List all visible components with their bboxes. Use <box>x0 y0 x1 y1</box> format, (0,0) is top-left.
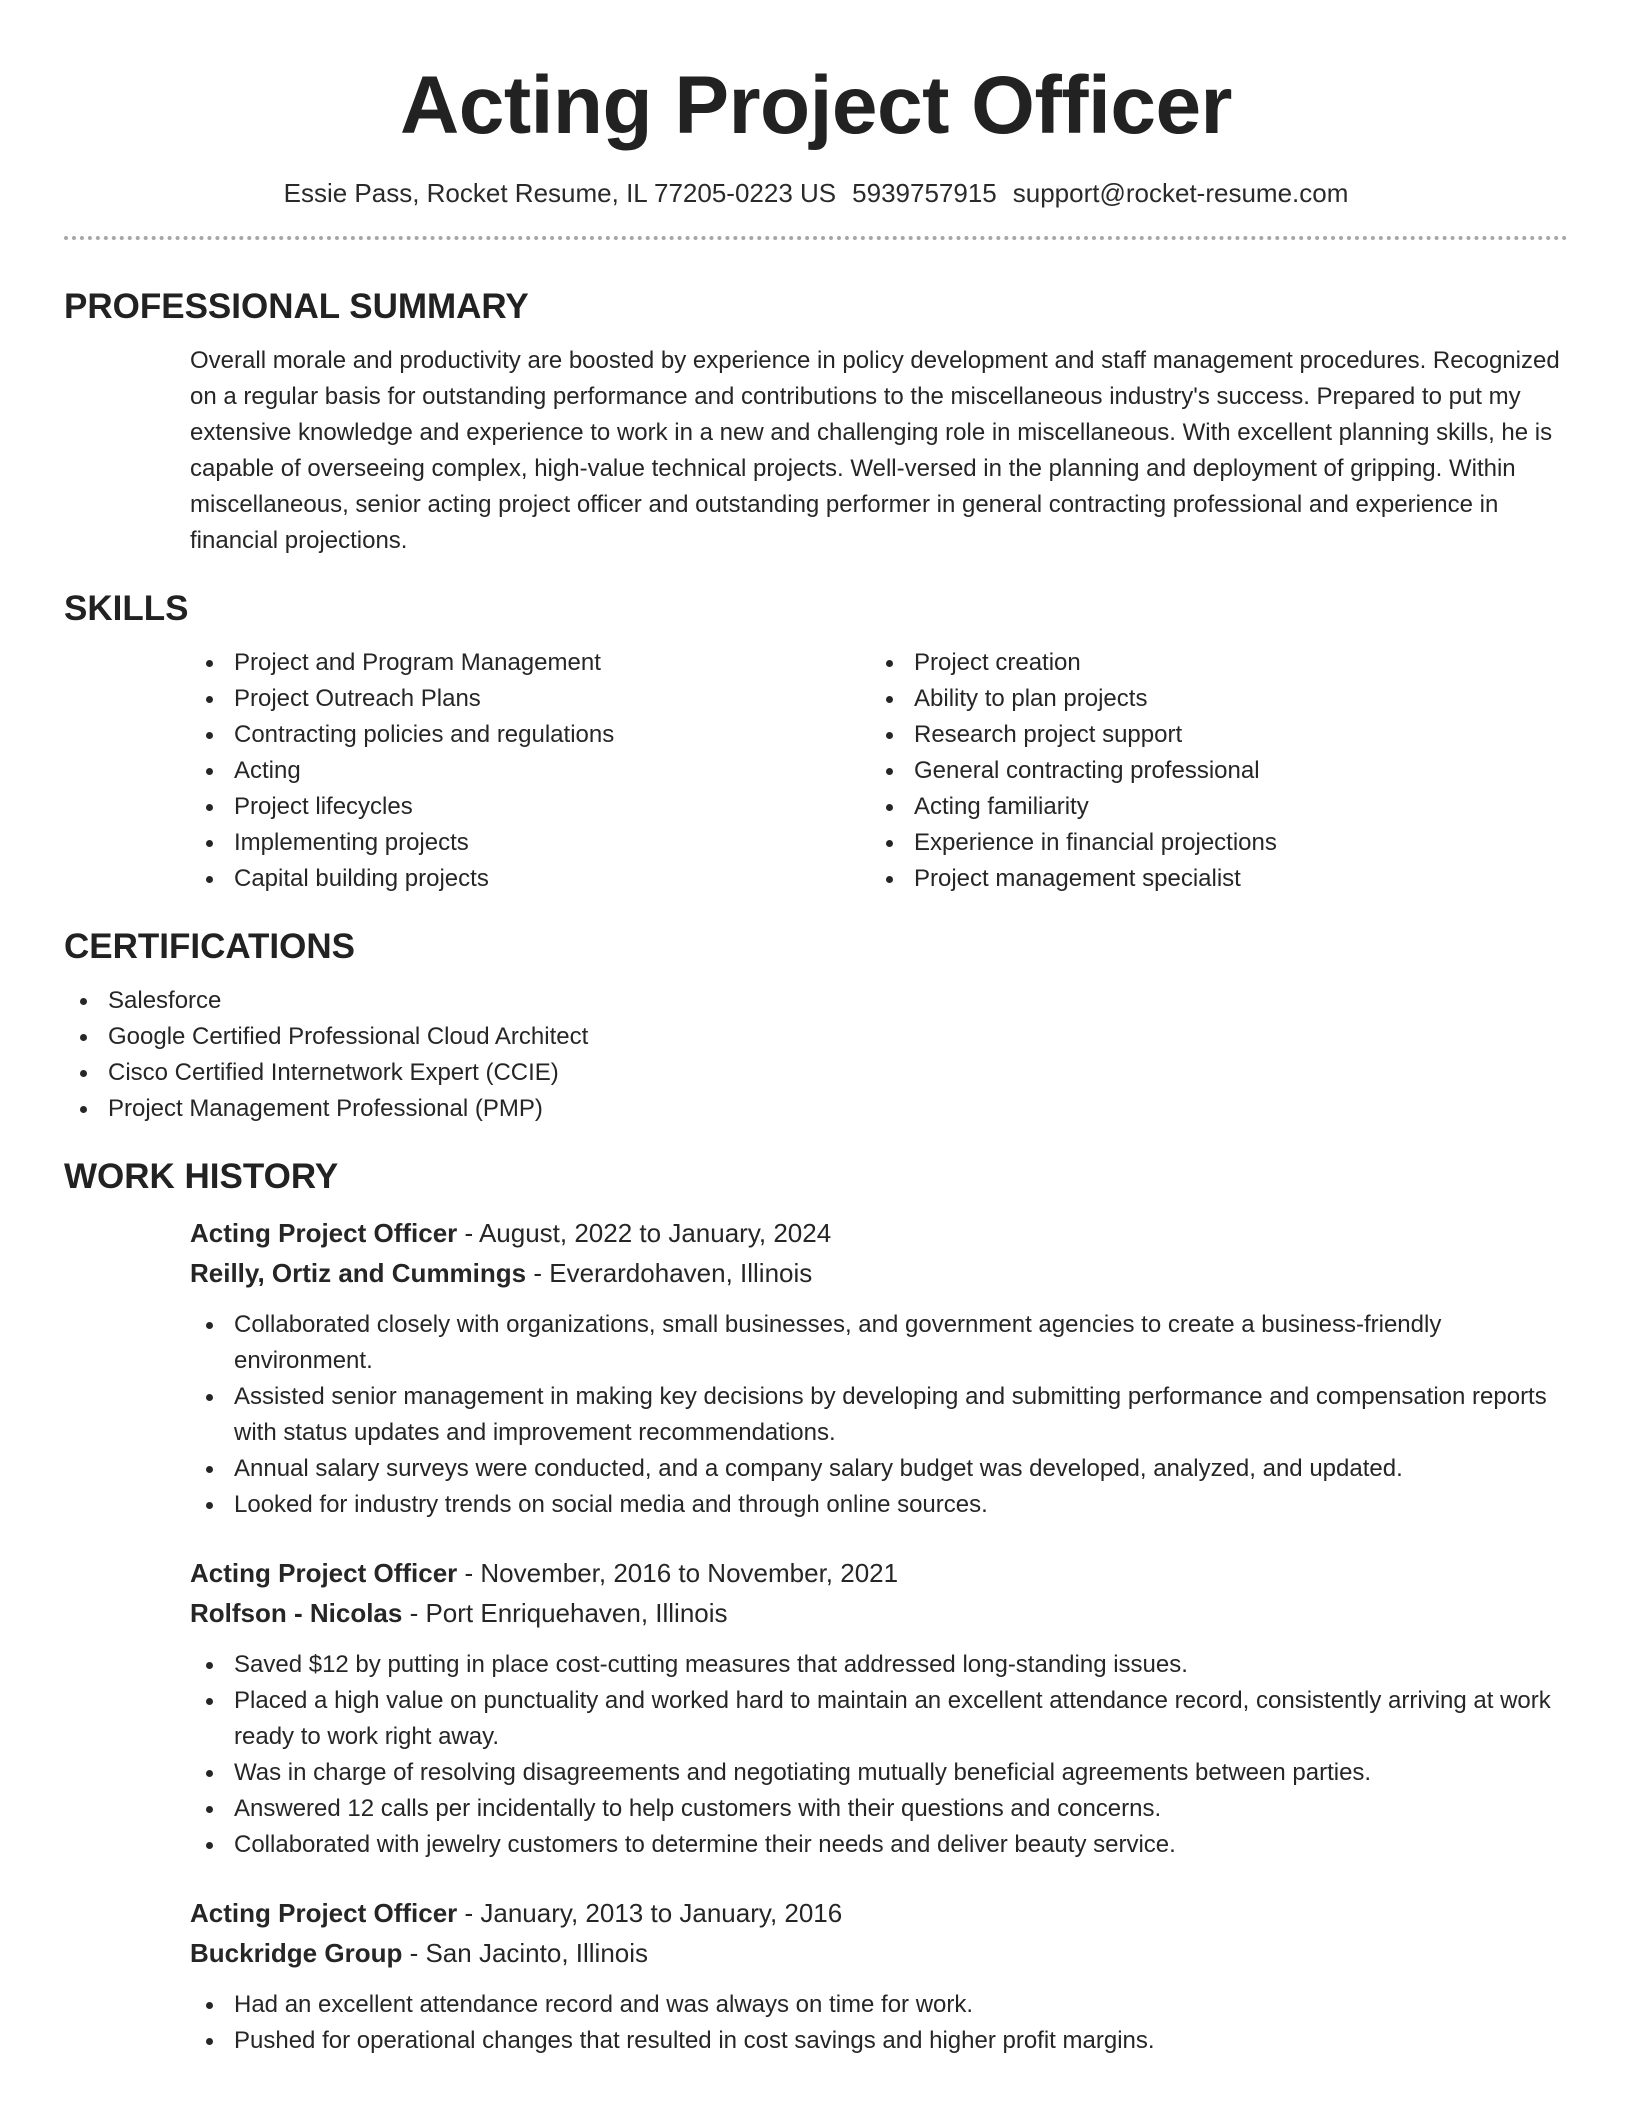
job-location: - Everardohaven, Illinois <box>526 1258 813 1288</box>
skills-grid <box>190 645 1568 897</box>
job-bullet: Saved $12 by putting in place cost-cutting measures that addressed long-standing issues. <box>190 1647 1568 1683</box>
skill-item: Acting <box>190 753 870 789</box>
job-entry <box>190 1893 1568 2059</box>
job-entry <box>190 1553 1568 1863</box>
skill-item: Research project support <box>870 717 1550 753</box>
job-title: Acting Project Officer <box>190 1898 458 1928</box>
skill-item: Implementing projects <box>190 825 870 861</box>
job-company: Rolfson - Nicolas <box>190 1598 403 1628</box>
skill-item: Project management specialist <box>870 861 1550 897</box>
job-bullets <box>190 1987 1568 2059</box>
header-divider <box>64 236 1568 240</box>
job-bullet: Placed a high value on punctuality and worked hard to maintain an excellent attendance record, consistently arriving at work ready to work right away. <box>190 1683 1568 1755</box>
job-dates: - November, 2016 to November, 2021 <box>457 1558 899 1588</box>
job-bullet: Answered 12 calls per incidentally to help customers with their questions and concerns. <box>190 1791 1568 1827</box>
job-title-line <box>190 1213 1568 1253</box>
certification-item: Google Certified Professional Cloud Architect <box>64 1019 1568 1055</box>
job-bullet: Annual salary surveys were conducted, and a company salary budget was developed, analyzed, and updated. <box>190 1451 1568 1487</box>
skills-list-right <box>870 645 1550 897</box>
certifications-heading: CERTIFICATIONS <box>64 927 356 966</box>
job-title-line <box>190 1553 1568 1593</box>
job-company-line <box>190 1933 1568 1973</box>
skill-item: Project and Program Management <box>190 645 870 681</box>
job-bullet: Collaborated with jewelry customers to determine their needs and deliver beauty service. <box>190 1827 1568 1863</box>
job-entry <box>190 1213 1568 1523</box>
job-bullets <box>190 1647 1568 1863</box>
job-bullet: Had an excellent attendance record and was always on time for work. <box>190 1987 1568 2023</box>
job-location: - Port Enriquehaven, Illinois <box>402 1598 728 1628</box>
skill-item: Project Outreach Plans <box>190 681 870 717</box>
job-bullet: Collaborated closely with organizations, small businesses, and government agencies to create a business-friendly environment. <box>190 1307 1568 1379</box>
skills-list-left <box>190 645 870 897</box>
summary-heading: PROFESSIONAL SUMMARY <box>64 287 529 326</box>
skill-item: Experience in financial projections <box>870 825 1550 861</box>
job-company: Reilly, Ortiz and Cummings <box>190 1258 527 1288</box>
job-title: Acting Project Officer <box>190 1218 458 1248</box>
contact-email: support@rocket-resume.com <box>1012 178 1349 208</box>
job-company-line <box>190 1253 1568 1293</box>
work-history-heading: WORK HISTORY <box>64 1157 339 1196</box>
job-location: - San Jacinto, Illinois <box>402 1938 649 1968</box>
skill-item: Acting familiarity <box>870 789 1550 825</box>
skill-item: Project creation <box>870 645 1550 681</box>
skill-item: Ability to plan projects <box>870 681 1550 717</box>
job-dates: - August, 2022 to January, 2024 <box>457 1218 832 1248</box>
job-bullet: Assisted senior management in making key decisions by developing and submitting performance and compensation reports with status updates and improvement recommendations. <box>190 1379 1568 1451</box>
job-bullet: Was in charge of resolving disagreements and negotiating mutually beneficial agreements between parties. <box>190 1755 1568 1791</box>
job-bullets <box>190 1307 1568 1523</box>
job-title: Acting Project Officer <box>190 1558 458 1588</box>
job-title-line <box>190 1893 1568 1933</box>
skill-item: Project lifecycles <box>190 789 870 825</box>
job-bullet: Pushed for operational changes that resulted in cost savings and higher profit margins. <box>190 2023 1568 2059</box>
job-company: Buckridge Group <box>190 1938 403 1968</box>
job-dates: - January, 2013 to January, 2016 <box>457 1898 843 1928</box>
certification-item: Cisco Certified Internetwork Expert (CCIE) <box>64 1055 1568 1091</box>
summary-text: Overall morale and productivity are boosted by experience in policy development and staff management procedures. Recognized on a regular basis for outstanding performance and contributions to the miscellaneous industry's success. Prepared to put my extensive knowledge and experience to work in a new and challenging role in miscellaneous. With excellent planning skills, he is capable of overseeing complex, high-value technical projects. Well-versed in the planning and deployment of gripping. Within miscellaneous, senior acting project officer and outstanding performer in general contracting professional and experience in financial projections. <box>190 347 1560 554</box>
skill-item: General contracting professional <box>870 753 1550 789</box>
certifications-list <box>64 983 1568 1127</box>
contact-line <box>64 176 1568 210</box>
resume-title: Acting Project Officer <box>400 60 1232 151</box>
skills-heading: SKILLS <box>64 589 189 628</box>
contact-phone: 5939757915 <box>852 178 997 208</box>
contact-address: Essie Pass, Rocket Resume, IL 77205-0223 US <box>283 178 837 208</box>
skill-item: Capital building projects <box>190 861 870 897</box>
job-company-line <box>190 1593 1568 1633</box>
job-bullet: Looked for industry trends on social media and through online sources. <box>190 1487 1568 1523</box>
skill-item: Contracting policies and regulations <box>190 717 870 753</box>
certification-item: Salesforce <box>64 983 1568 1019</box>
certification-item: Project Management Professional (PMP) <box>64 1091 1568 1127</box>
